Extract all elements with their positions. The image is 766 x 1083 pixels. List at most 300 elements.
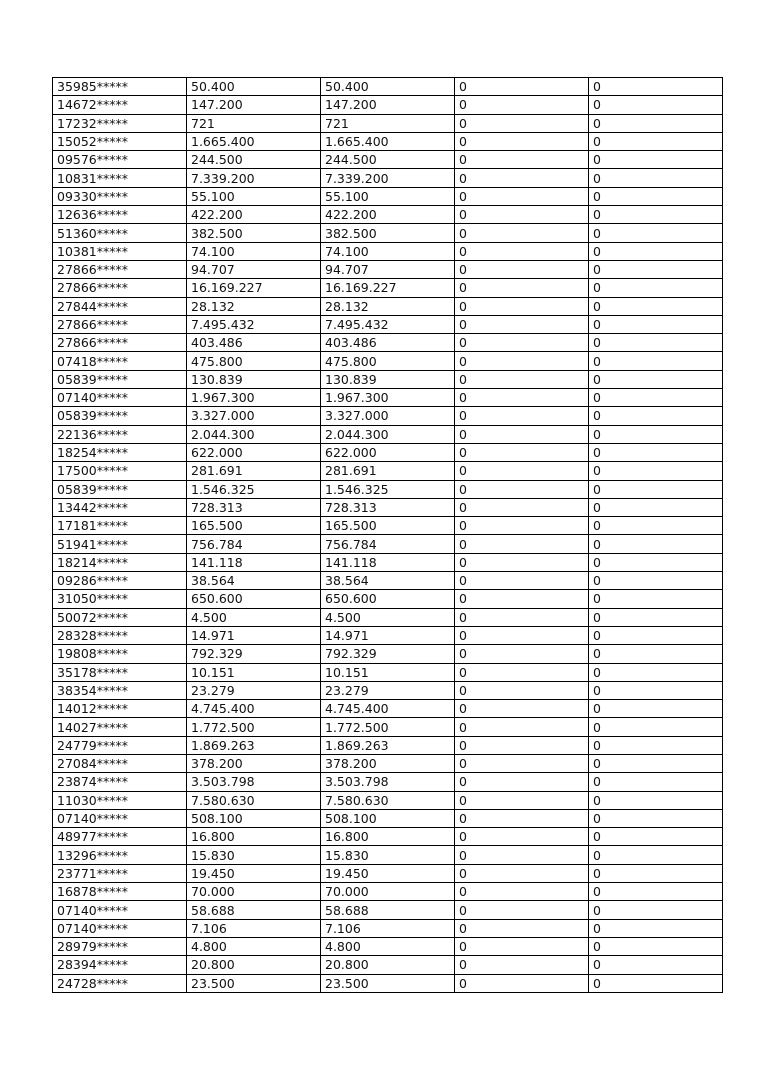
amount-cell: 7.106 (187, 919, 321, 937)
table-row (53, 645, 723, 663)
id-cell: 19808***** (53, 645, 187, 663)
id-cell: 27866***** (53, 334, 187, 352)
id-cell: 35178***** (53, 663, 187, 681)
value-cell: 0 (455, 846, 589, 864)
id-cell: 28328***** (53, 626, 187, 644)
value-2-cell: 0 (589, 260, 723, 278)
id-cell: 31050***** (53, 590, 187, 608)
amount-cell: 1.665.400 (187, 132, 321, 150)
value-2-cell: 0 (589, 425, 723, 443)
value-2-cell: 0 (589, 96, 723, 114)
table-row (53, 663, 723, 681)
table-row (53, 828, 723, 846)
amount-2-cell: 7.495.432 (321, 315, 455, 333)
value-2-cell: 0 (589, 608, 723, 626)
value-cell: 0 (455, 517, 589, 535)
value-cell: 0 (455, 462, 589, 480)
amount-2-cell: 23.279 (321, 681, 455, 699)
value-cell: 0 (455, 224, 589, 242)
value-2-cell: 0 (589, 883, 723, 901)
table-row (53, 260, 723, 278)
value-2-cell: 0 (589, 846, 723, 864)
amount-2-cell: 7.339.200 (321, 169, 455, 187)
id-cell: 17232***** (53, 114, 187, 132)
table-row (53, 279, 723, 297)
amount-2-cell: 130.839 (321, 370, 455, 388)
table-row (53, 809, 723, 827)
amount-2-cell: 792.329 (321, 645, 455, 663)
value-2-cell: 0 (589, 169, 723, 187)
amount-2-cell: 508.100 (321, 809, 455, 827)
amount-2-cell: 23.500 (321, 974, 455, 992)
table-row (53, 224, 723, 242)
value-cell: 0 (455, 681, 589, 699)
value-cell: 0 (455, 864, 589, 882)
value-cell: 0 (455, 590, 589, 608)
amount-2-cell: 622.000 (321, 443, 455, 461)
id-cell: 27866***** (53, 279, 187, 297)
amount-cell: 2.044.300 (187, 425, 321, 443)
value-cell: 0 (455, 883, 589, 901)
value-2-cell: 0 (589, 937, 723, 955)
value-cell: 0 (455, 919, 589, 937)
id-cell: 16878***** (53, 883, 187, 901)
data-table (52, 77, 723, 993)
id-cell: 14027***** (53, 718, 187, 736)
value-2-cell: 0 (589, 773, 723, 791)
amount-cell: 38.564 (187, 572, 321, 590)
amount-2-cell: 3.327.000 (321, 407, 455, 425)
table-row (53, 334, 723, 352)
amount-cell: 10.151 (187, 663, 321, 681)
amount-2-cell: 16.169.227 (321, 279, 455, 297)
amount-cell: 1.869.263 (187, 736, 321, 754)
value-2-cell: 0 (589, 407, 723, 425)
value-2-cell: 0 (589, 114, 723, 132)
amount-2-cell: 1.546.325 (321, 480, 455, 498)
value-2-cell: 0 (589, 462, 723, 480)
amount-cell: 4.745.400 (187, 700, 321, 718)
amount-2-cell: 4.800 (321, 937, 455, 955)
table-row (53, 352, 723, 370)
id-cell: 18214***** (53, 553, 187, 571)
amount-2-cell: 14.971 (321, 626, 455, 644)
value-2-cell: 0 (589, 663, 723, 681)
table-row (53, 151, 723, 169)
value-2-cell: 0 (589, 974, 723, 992)
table-row (53, 535, 723, 553)
table-row (53, 169, 723, 187)
amount-cell: 130.839 (187, 370, 321, 388)
amount-cell: 147.200 (187, 96, 321, 114)
amount-cell: 74.100 (187, 242, 321, 260)
table-row (53, 681, 723, 699)
value-2-cell: 0 (589, 718, 723, 736)
table-row (53, 389, 723, 407)
amount-cell: 728.313 (187, 498, 321, 516)
amount-2-cell: 281.691 (321, 462, 455, 480)
id-cell: 05839***** (53, 480, 187, 498)
value-2-cell: 0 (589, 590, 723, 608)
amount-cell: 165.500 (187, 517, 321, 535)
value-cell: 0 (455, 279, 589, 297)
value-cell: 0 (455, 187, 589, 205)
id-cell: 18254***** (53, 443, 187, 461)
amount-2-cell: 16.800 (321, 828, 455, 846)
table-body (53, 78, 723, 993)
table-row (53, 791, 723, 809)
value-2-cell: 0 (589, 206, 723, 224)
table-row (53, 718, 723, 736)
value-2-cell: 0 (589, 535, 723, 553)
value-2-cell: 0 (589, 498, 723, 516)
value-2-cell: 0 (589, 864, 723, 882)
id-cell: 51941***** (53, 535, 187, 553)
table-row (53, 956, 723, 974)
value-2-cell: 0 (589, 754, 723, 772)
value-2-cell: 0 (589, 132, 723, 150)
table-row (53, 736, 723, 754)
amount-cell: 15.830 (187, 846, 321, 864)
table-row (53, 864, 723, 882)
value-cell: 0 (455, 809, 589, 827)
amount-2-cell: 403.486 (321, 334, 455, 352)
id-cell: 28979***** (53, 937, 187, 955)
id-cell: 17500***** (53, 462, 187, 480)
value-2-cell: 0 (589, 700, 723, 718)
value-2-cell: 0 (589, 517, 723, 535)
table-row (53, 773, 723, 791)
value-cell: 0 (455, 663, 589, 681)
id-cell: 09576***** (53, 151, 187, 169)
amount-2-cell: 721 (321, 114, 455, 132)
value-cell: 0 (455, 297, 589, 315)
amount-cell: 141.118 (187, 553, 321, 571)
amount-cell: 16.169.227 (187, 279, 321, 297)
table-row (53, 901, 723, 919)
id-cell: 10381***** (53, 242, 187, 260)
id-cell: 27844***** (53, 297, 187, 315)
amount-cell: 403.486 (187, 334, 321, 352)
id-cell: 51360***** (53, 224, 187, 242)
table-row (53, 443, 723, 461)
id-cell: 28394***** (53, 956, 187, 974)
value-2-cell: 0 (589, 901, 723, 919)
value-2-cell: 0 (589, 956, 723, 974)
value-cell: 0 (455, 389, 589, 407)
value-2-cell: 0 (589, 187, 723, 205)
table-row (53, 315, 723, 333)
amount-cell: 422.200 (187, 206, 321, 224)
amount-2-cell: 7.580.630 (321, 791, 455, 809)
table-row (53, 883, 723, 901)
value-cell: 0 (455, 352, 589, 370)
id-cell: 14012***** (53, 700, 187, 718)
amount-cell: 475.800 (187, 352, 321, 370)
amount-cell: 19.450 (187, 864, 321, 882)
value-2-cell: 0 (589, 370, 723, 388)
amount-cell: 281.691 (187, 462, 321, 480)
value-cell: 0 (455, 645, 589, 663)
amount-cell: 3.503.798 (187, 773, 321, 791)
amount-cell: 7.339.200 (187, 169, 321, 187)
amount-2-cell: 2.044.300 (321, 425, 455, 443)
amount-2-cell: 55.100 (321, 187, 455, 205)
value-cell: 0 (455, 791, 589, 809)
amount-cell: 70.000 (187, 883, 321, 901)
value-2-cell: 0 (589, 279, 723, 297)
value-cell: 0 (455, 736, 589, 754)
id-cell: 05839***** (53, 370, 187, 388)
value-cell: 0 (455, 608, 589, 626)
amount-2-cell: 728.313 (321, 498, 455, 516)
value-cell: 0 (455, 132, 589, 150)
value-cell: 0 (455, 114, 589, 132)
amount-cell: 756.784 (187, 535, 321, 553)
value-2-cell: 0 (589, 828, 723, 846)
table-row (53, 498, 723, 516)
id-cell: 05839***** (53, 407, 187, 425)
value-cell: 0 (455, 78, 589, 96)
id-cell: 17181***** (53, 517, 187, 535)
id-cell: 10831***** (53, 169, 187, 187)
amount-cell: 28.132 (187, 297, 321, 315)
value-2-cell: 0 (589, 480, 723, 498)
id-cell: 24779***** (53, 736, 187, 754)
table-row (53, 608, 723, 626)
value-cell: 0 (455, 535, 589, 553)
amount-2-cell: 38.564 (321, 572, 455, 590)
table-row (53, 132, 723, 150)
amount-2-cell: 165.500 (321, 517, 455, 535)
table-row (53, 187, 723, 205)
amount-2-cell: 3.503.798 (321, 773, 455, 791)
id-cell: 22136***** (53, 425, 187, 443)
amount-cell: 244.500 (187, 151, 321, 169)
value-2-cell: 0 (589, 297, 723, 315)
value-cell: 0 (455, 553, 589, 571)
amount-cell: 721 (187, 114, 321, 132)
amount-2-cell: 7.106 (321, 919, 455, 937)
amount-cell: 4.500 (187, 608, 321, 626)
amount-cell: 508.100 (187, 809, 321, 827)
amount-2-cell: 378.200 (321, 754, 455, 772)
amount-cell: 50.400 (187, 78, 321, 96)
value-cell: 0 (455, 407, 589, 425)
value-2-cell: 0 (589, 919, 723, 937)
id-cell: 23771***** (53, 864, 187, 882)
amount-2-cell: 19.450 (321, 864, 455, 882)
amount-cell: 14.971 (187, 626, 321, 644)
id-cell: 27084***** (53, 754, 187, 772)
value-2-cell: 0 (589, 553, 723, 571)
id-cell: 15052***** (53, 132, 187, 150)
value-cell: 0 (455, 334, 589, 352)
value-cell: 0 (455, 480, 589, 498)
amount-2-cell: 4.745.400 (321, 700, 455, 718)
id-cell: 13442***** (53, 498, 187, 516)
table-row (53, 626, 723, 644)
amount-2-cell: 74.100 (321, 242, 455, 260)
amount-cell: 16.800 (187, 828, 321, 846)
amount-cell: 23.500 (187, 974, 321, 992)
amount-2-cell: 1.665.400 (321, 132, 455, 150)
table-row (53, 370, 723, 388)
table-row (53, 78, 723, 96)
table-row (53, 846, 723, 864)
amount-2-cell: 4.500 (321, 608, 455, 626)
value-cell: 0 (455, 443, 589, 461)
value-2-cell: 0 (589, 572, 723, 590)
value-2-cell: 0 (589, 645, 723, 663)
table-row (53, 553, 723, 571)
value-cell: 0 (455, 718, 589, 736)
amount-2-cell: 28.132 (321, 297, 455, 315)
amount-2-cell: 756.784 (321, 535, 455, 553)
value-cell: 0 (455, 626, 589, 644)
amount-2-cell: 422.200 (321, 206, 455, 224)
table-row (53, 96, 723, 114)
value-2-cell: 0 (589, 315, 723, 333)
id-cell: 07140***** (53, 919, 187, 937)
id-cell: 14672***** (53, 96, 187, 114)
amount-cell: 1.772.500 (187, 718, 321, 736)
amount-cell: 378.200 (187, 754, 321, 772)
table-row (53, 480, 723, 498)
id-cell: 09330***** (53, 187, 187, 205)
table-row (53, 462, 723, 480)
amount-2-cell: 650.600 (321, 590, 455, 608)
id-cell: 23874***** (53, 773, 187, 791)
id-cell: 07140***** (53, 389, 187, 407)
amount-cell: 1.967.300 (187, 389, 321, 407)
id-cell: 13296***** (53, 846, 187, 864)
table-row (53, 590, 723, 608)
amount-cell: 650.600 (187, 590, 321, 608)
id-cell: 07140***** (53, 809, 187, 827)
amount-2-cell: 15.830 (321, 846, 455, 864)
amount-cell: 622.000 (187, 443, 321, 461)
id-cell: 12636***** (53, 206, 187, 224)
id-cell: 38354***** (53, 681, 187, 699)
table-row (53, 919, 723, 937)
amount-2-cell: 1.967.300 (321, 389, 455, 407)
value-cell: 0 (455, 773, 589, 791)
value-cell: 0 (455, 169, 589, 187)
value-2-cell: 0 (589, 334, 723, 352)
table-row (53, 974, 723, 992)
value-cell: 0 (455, 370, 589, 388)
value-cell: 0 (455, 151, 589, 169)
amount-2-cell: 50.400 (321, 78, 455, 96)
value-cell: 0 (455, 572, 589, 590)
amount-cell: 20.800 (187, 956, 321, 974)
amount-2-cell: 70.000 (321, 883, 455, 901)
id-cell: 50072***** (53, 608, 187, 626)
table-row (53, 114, 723, 132)
value-2-cell: 0 (589, 389, 723, 407)
value-2-cell: 0 (589, 443, 723, 461)
value-2-cell: 0 (589, 242, 723, 260)
id-cell: 35985***** (53, 78, 187, 96)
id-cell: 27866***** (53, 315, 187, 333)
id-cell: 11030***** (53, 791, 187, 809)
value-cell: 0 (455, 754, 589, 772)
amount-cell: 382.500 (187, 224, 321, 242)
id-cell: 09286***** (53, 572, 187, 590)
id-cell: 27866***** (53, 260, 187, 278)
amount-2-cell: 58.688 (321, 901, 455, 919)
amount-2-cell: 147.200 (321, 96, 455, 114)
value-2-cell: 0 (589, 224, 723, 242)
amount-cell: 7.580.630 (187, 791, 321, 809)
value-cell: 0 (455, 315, 589, 333)
value-cell: 0 (455, 206, 589, 224)
table-row (53, 517, 723, 535)
value-2-cell: 0 (589, 791, 723, 809)
value-cell: 0 (455, 700, 589, 718)
table-row (53, 425, 723, 443)
amount-cell: 792.329 (187, 645, 321, 663)
amount-cell: 23.279 (187, 681, 321, 699)
value-cell: 0 (455, 937, 589, 955)
amount-2-cell: 382.500 (321, 224, 455, 242)
amount-2-cell: 20.800 (321, 956, 455, 974)
value-2-cell: 0 (589, 809, 723, 827)
amount-cell: 55.100 (187, 187, 321, 205)
value-cell: 0 (455, 901, 589, 919)
table-row (53, 754, 723, 772)
value-cell: 0 (455, 956, 589, 974)
amount-2-cell: 475.800 (321, 352, 455, 370)
value-2-cell: 0 (589, 736, 723, 754)
amount-2-cell: 1.869.263 (321, 736, 455, 754)
amount-cell: 4.800 (187, 937, 321, 955)
value-2-cell: 0 (589, 151, 723, 169)
value-cell: 0 (455, 96, 589, 114)
amount-2-cell: 94.707 (321, 260, 455, 278)
value-cell: 0 (455, 242, 589, 260)
value-2-cell: 0 (589, 352, 723, 370)
amount-cell: 58.688 (187, 901, 321, 919)
table-row (53, 937, 723, 955)
id-cell: 48977***** (53, 828, 187, 846)
value-cell: 0 (455, 828, 589, 846)
value-cell: 0 (455, 260, 589, 278)
table-row (53, 297, 723, 315)
id-cell: 07418***** (53, 352, 187, 370)
amount-cell: 94.707 (187, 260, 321, 278)
table-row (53, 700, 723, 718)
id-cell: 24728***** (53, 974, 187, 992)
table-row (53, 206, 723, 224)
value-2-cell: 0 (589, 681, 723, 699)
table-row (53, 242, 723, 260)
amount-2-cell: 141.118 (321, 553, 455, 571)
value-2-cell: 0 (589, 626, 723, 644)
amount-cell: 7.495.432 (187, 315, 321, 333)
value-2-cell: 0 (589, 78, 723, 96)
amount-cell: 1.546.325 (187, 480, 321, 498)
value-cell: 0 (455, 425, 589, 443)
value-cell: 0 (455, 498, 589, 516)
table-row (53, 407, 723, 425)
amount-2-cell: 1.772.500 (321, 718, 455, 736)
id-cell: 07140***** (53, 901, 187, 919)
amount-2-cell: 244.500 (321, 151, 455, 169)
amount-cell: 3.327.000 (187, 407, 321, 425)
value-cell: 0 (455, 974, 589, 992)
